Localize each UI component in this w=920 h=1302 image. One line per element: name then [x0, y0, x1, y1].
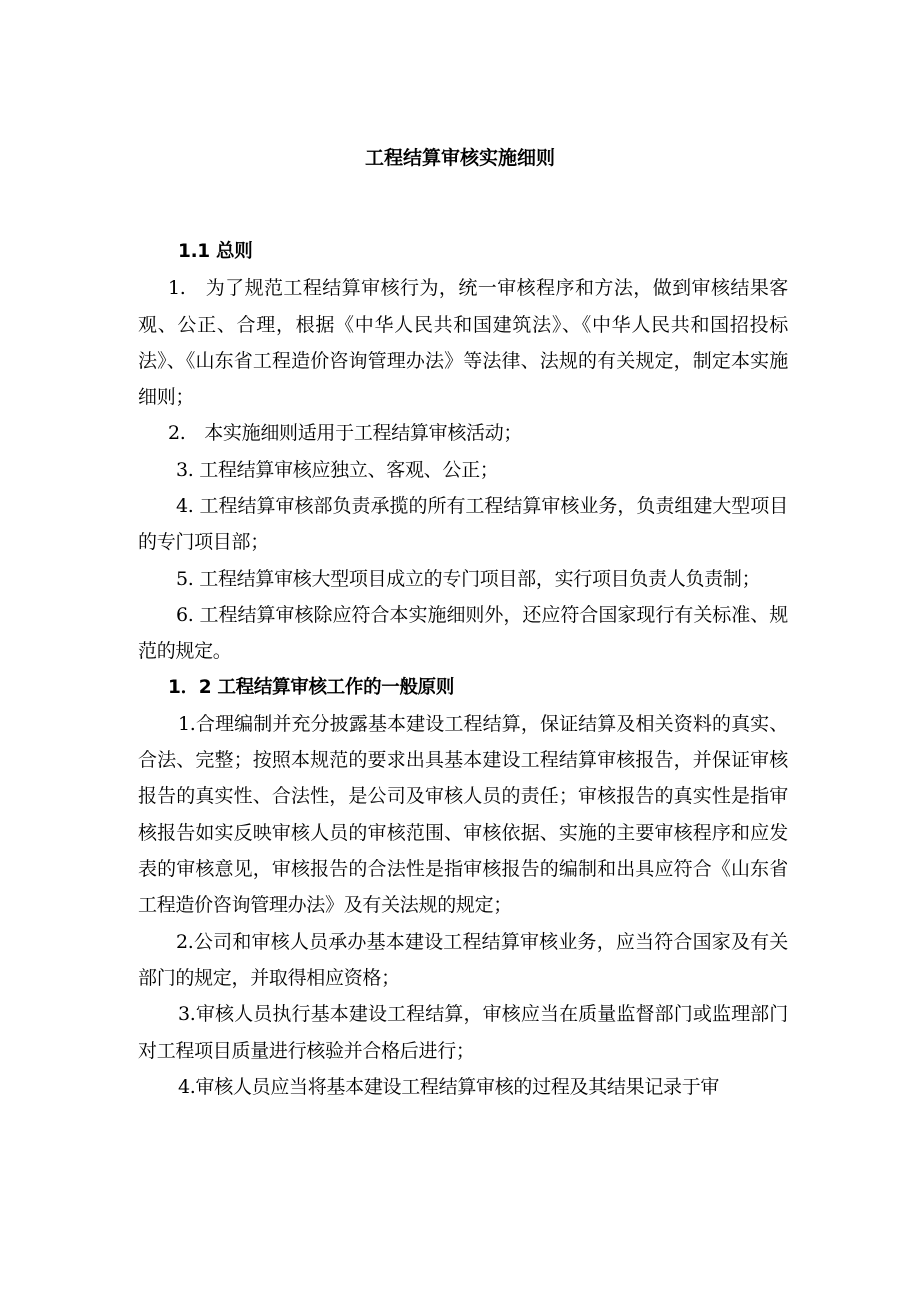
paragraph: 3.审核人员执行基本建设工程结算，审核应当在质量监督部门或监理部门对工程项目质量进行核验并合格后进行； [138, 1003, 788, 1062]
paragraph: 3. 工程结算审核应独立、客观、公正； [176, 458, 499, 481]
paragraph: 4. 工程结算审核部负责承揽的所有工程结算审核业务，负责组建大型项目的专门项目部； [138, 495, 788, 554]
document-body [138, 234, 788, 1105]
paragraph: 5. 工程结算审核大型项目成立的专门项目部，实行项目负责人负责制； [176, 567, 761, 590]
section-heading-principles: 1．2 工程结算审核工作的一般原则 [168, 676, 455, 698]
document-title: 工程结算审核实施细则 [364, 147, 555, 169]
paragraph: 2.公司和审核人员承办基本建设工程结算审核业务，应当符合国家及有关部门的规定，并取得相应资格； [138, 930, 788, 989]
paragraph: 2. 本实施细则适用于工程结算审核活动； [168, 422, 523, 445]
section-heading-general: 1.1 总则 [178, 241, 253, 262]
paragraph: 1.合理编制并充分披露基本建设工程结算，保证结算及相关资料的真实、合法、完整；按照本规范的要求出具基本建设工程结算审核报告，并保证审核报告的真实性、合法性，是公司及审核人员的责任；审核报告的真实性是指审核报告如实反映审核人员的审核范围、审核依据、实施的主要审核程序和应发表的审核意见，审核报告的合法性是指审核报告的编制和出具应符合《山东省工程造价咨询管理办法》及有关法规的规定； [138, 712, 788, 917]
paragraph: 6. 工程结算审核除应符合本实施细则外，还应符合国家现行有关标准、规范的规定。 [138, 603, 788, 663]
paragraph: 1. 为了规范工程结算审核行为，统一审核程序和方法，做到审核结果客观、公正、合理，根据《中华人民共和国建筑法》、《中华人民共和国招投标法》、《山东省工程造价咨询管理办法》等法律、法规的有关规定，制定本实施细则； [138, 277, 788, 409]
paragraph: 4.审核人员应当将基本建设工程结算审核的过程及其结果记录于审 [178, 1075, 720, 1098]
